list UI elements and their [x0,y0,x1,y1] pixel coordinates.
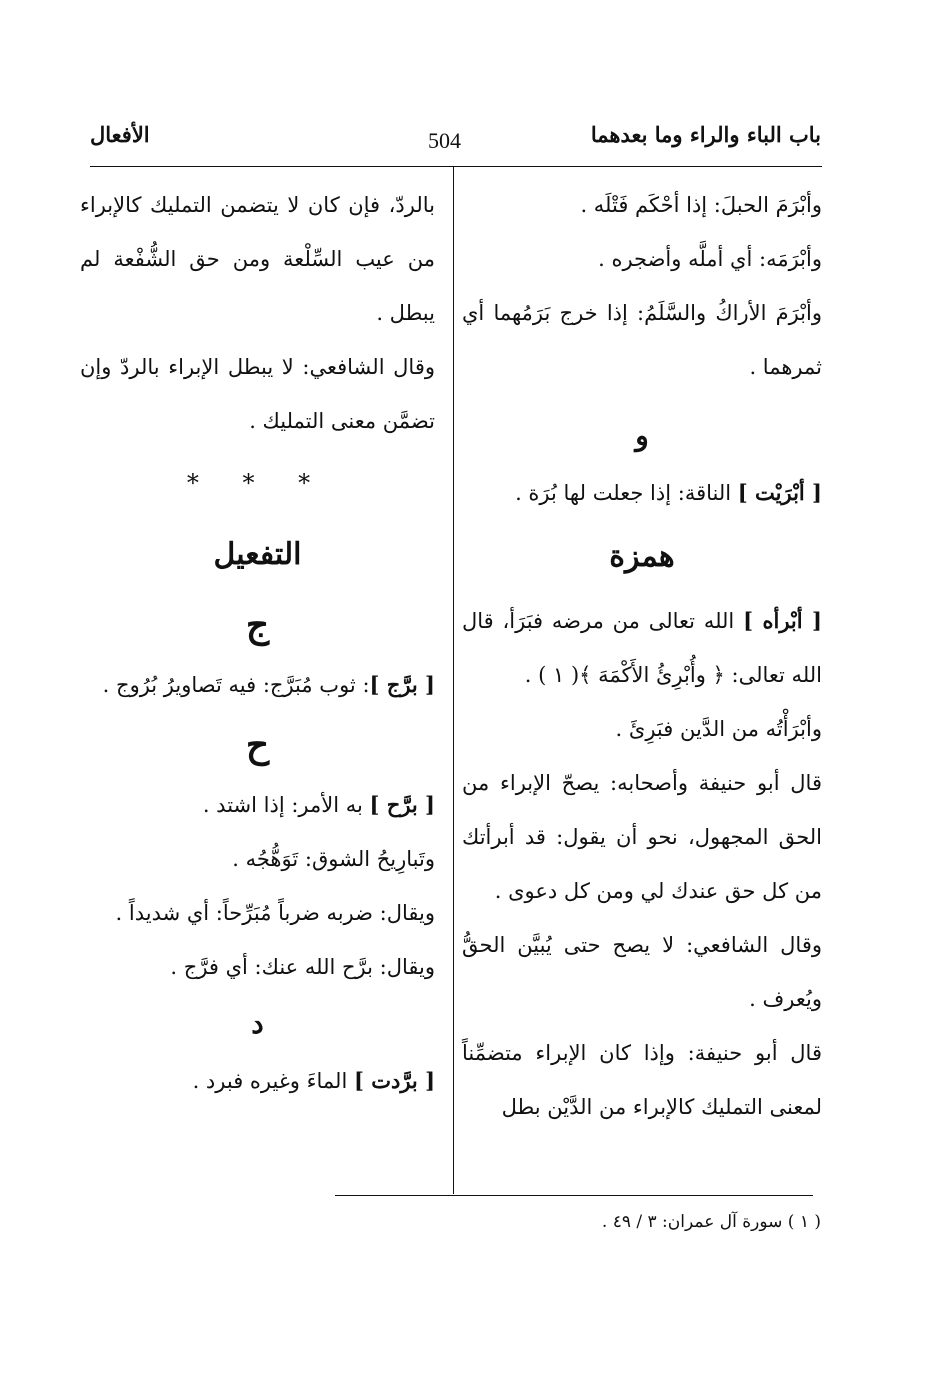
letter-heading-waw: و [635,419,649,452]
entry-barradt [80,1054,435,1108]
running-head-chapter: باب الباء والراء وما بعدهما [590,122,821,147]
entry-barraha [80,778,435,832]
right-column [462,178,822,1134]
footnote: ( ١ ) سورة آل عمران: ٣ / ٤٩ . [601,1212,821,1232]
heading-hamza: همزة [609,539,675,574]
entry-shafii-radd: وقال الشافعي: لا يبطل الإبراء بالردّ وإن تضمَّن معنى التمليك . [80,355,435,433]
running-head-section: الأفعال [90,122,150,147]
entry-text: : ثوب مُبَرَّج: فيه تَصاويرُ بُرُوج . [102,673,370,697]
entry-abrayt [462,466,822,520]
entry-text: الماءَ وغيره فبرد . [192,1069,354,1093]
letter-heading-ha: ح [245,724,270,766]
page-header [90,118,821,158]
entry-abu-hanifa-ibra: قال أبو حنيفة وأصحابه: يصحّ الإبراء من الحق المجهول، نحو أن يقول: قد أبرأتك من كل حق عندك لي ومن كل دعوى . [462,771,822,903]
entry-keyword: [ أبْرَيْت ] [737,480,822,505]
column-divider [453,166,454,1194]
entry-keyword: [ برَّح ] [369,792,435,817]
letter-heading-dal: د [251,1007,264,1040]
entry-abraahu [462,594,822,702]
entry-text: الناقة: إذا جعلت لها بُرَة . [515,481,738,505]
entry-text: الله تعالى من مرضه فبَرَأ، قال الله تعالى: ﴿ وأُبْرِئُ الأَكْمَهَ ﴾( ١ ) . [462,609,822,687]
entry-abu-hanifa-tamlik: قال أبو حنيفة: وإذا كان الإبراء متضمِّناً لمعنى التمليك كالإبراء من الدَّيْن بطل [462,1041,822,1119]
entry-continued-radd: بالردّ، فإن كان لا يتضمن التمليك كالإبراء من عيب السِّلْعة ومن حق الشُّفْعة لم يبطل . [80,193,435,325]
page-number: 504 [428,128,461,153]
entry-keyword: [ برَّدت ] [353,1068,435,1093]
entry-keyword: [ أبْرأه ] [743,608,822,633]
entry-abratuhu: وأبْرَأْتُه من الدَّين فبَرِئَ . [615,717,822,741]
entry-abramahu: وأبْرَمَه: أي أملَّه وأضجره . [598,247,822,271]
letter-heading-jim: ج [245,604,270,646]
left-column [80,178,435,1108]
section-separator-stars: * * * [186,469,329,497]
entry-mubarrih: ويقال: ضربه ضرباً مُبَرِّحاً: أي شديداً . [115,901,435,925]
heading-tafeel: التفعيل [213,537,302,572]
entry-text: به الأمر: إذا اشتد . [202,793,370,817]
entry-tabarih: وتَبارِيحُ الشوق: تَوَهُّجُه . [232,847,435,871]
entry-barraja [80,658,435,712]
entry-barraha-allah: ويقال: برَّح الله عنك: أي فرَّج . [170,955,435,979]
footnote-rule [335,1195,813,1196]
entry-abrama-rope: وأبْرَمَ الحبلَ: إذا أحْكَم فَتْلَه . [580,193,822,217]
entry-shafii-ibra: وقال الشافعي: لا يصح حتى يُبيَّن الحقُّ ويُعرف . [462,933,822,1011]
entry-abrama-arak: وأبْرَمَ الأراكُ والسَّلَمُ: إذا خرج بَرَمُهما أي ثمرهما . [462,301,822,379]
entry-keyword: [ برَّج ] [369,672,435,697]
header-rule [90,166,822,167]
